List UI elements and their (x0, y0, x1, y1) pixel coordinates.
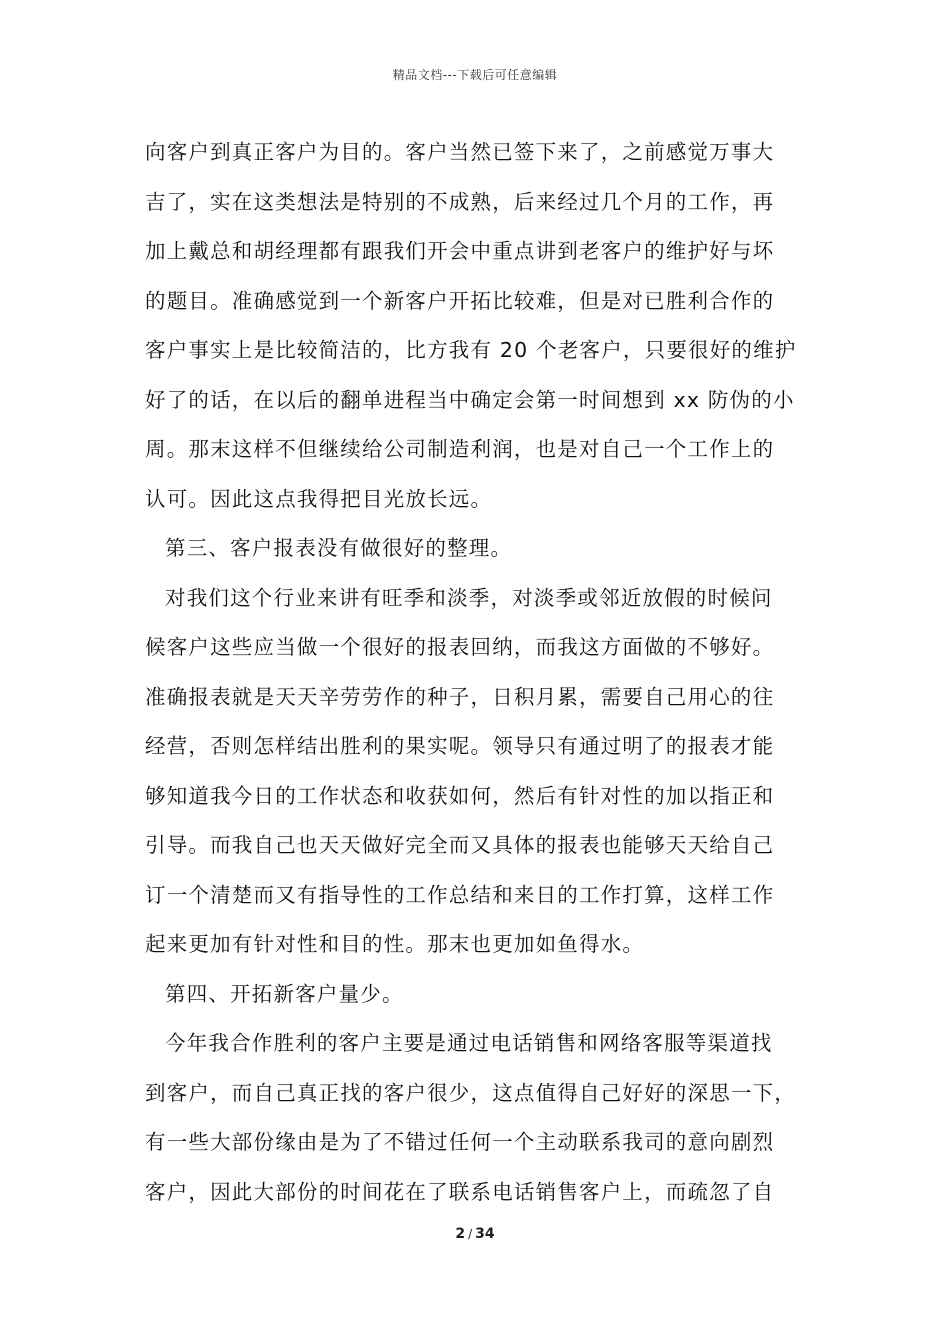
text-line: 加上戴总和胡经理都有跟我们开会中重点讲到老客户的维护好与坏 (145, 239, 775, 263)
text-line: 向客户到真正客户为目的。客户当然已签下来了，之前感觉万事大 (145, 140, 775, 164)
page-number (0, 1226, 950, 1242)
text-line: 对我们这个行业来讲有旺季和淡季，对淡季或邻近放假的时候问 (165, 585, 773, 610)
text-line: 今年我合作胜利的客户主要是通过电话销售和网络客服等渠道找 (165, 1031, 773, 1055)
text-line: 客户，因此大部份的时间花在了联系电话销售客户上，而疏忽了自 (145, 1179, 775, 1204)
text-line: 周。那末这样不但继续给公司制造利润，也是对自己一个工作上的 (145, 437, 775, 461)
page-separator: / (468, 1227, 473, 1241)
text-line: 候客户这些应当做一个很好的报表回纳，而我这方面做的不够好。 (145, 635, 775, 659)
text-line: 有一些大部份缘由是为了不错过任何一个主动联系我司的意向剧烈 (145, 1130, 775, 1154)
text-line: 客户事实上是比较简洁的，比方我有 20 个老客户，只要很好的维护 (145, 338, 797, 362)
document-body (145, 128, 815, 1217)
text-line: 引导。而我自己也天天做好完全而又具体的报表也能够天天给自己 (145, 833, 775, 857)
text-line: 吉了，实在这类想法是特别的不成熟，后来经过几个月的工作，再 (145, 189, 775, 214)
text-line: 好了的话，在以后的翻单进程当中确定会第一时间想到 xx 防伪的小 (145, 387, 795, 412)
text-line: 准确报表就是天天辛劳劳作的种子，日积月累，需要自己用心的往 (145, 684, 775, 709)
text-line: 经营，否则怎样结出胜利的果实呢。领导只有通过明了的报表才能 (145, 734, 775, 758)
text-line: 起来更加有针对性和目的性。那末也更加如鱼得水。 (145, 932, 645, 956)
section-heading-4: 第四、开拓新客户量少。 (165, 981, 404, 1006)
total-pages: 34 (475, 1226, 495, 1242)
page-header: 精品文档---下载后可任意编辑 (392, 68, 558, 82)
text-line: 订一个清楚而又有指导性的工作总结和来日的工作打算，这样工作 (145, 882, 775, 907)
current-page: 2 (455, 1226, 466, 1242)
text-line: 的题目。准确感觉到一个新客户开拓比较难，但是对已胜利合作的 (145, 288, 775, 313)
text-line: 认可。因此这点我得把目光放长远。 (145, 486, 493, 511)
text-line: 到客户，而自己真正找的客户很少，这点值得自己好好的深思一下， (145, 1080, 796, 1105)
section-heading-3: 第三、客户报表没有做很好的整理。 (165, 536, 513, 560)
text-line: 够知道我今日的工作状态和收获如何，然后有针对性的加以指正和 (145, 783, 775, 808)
